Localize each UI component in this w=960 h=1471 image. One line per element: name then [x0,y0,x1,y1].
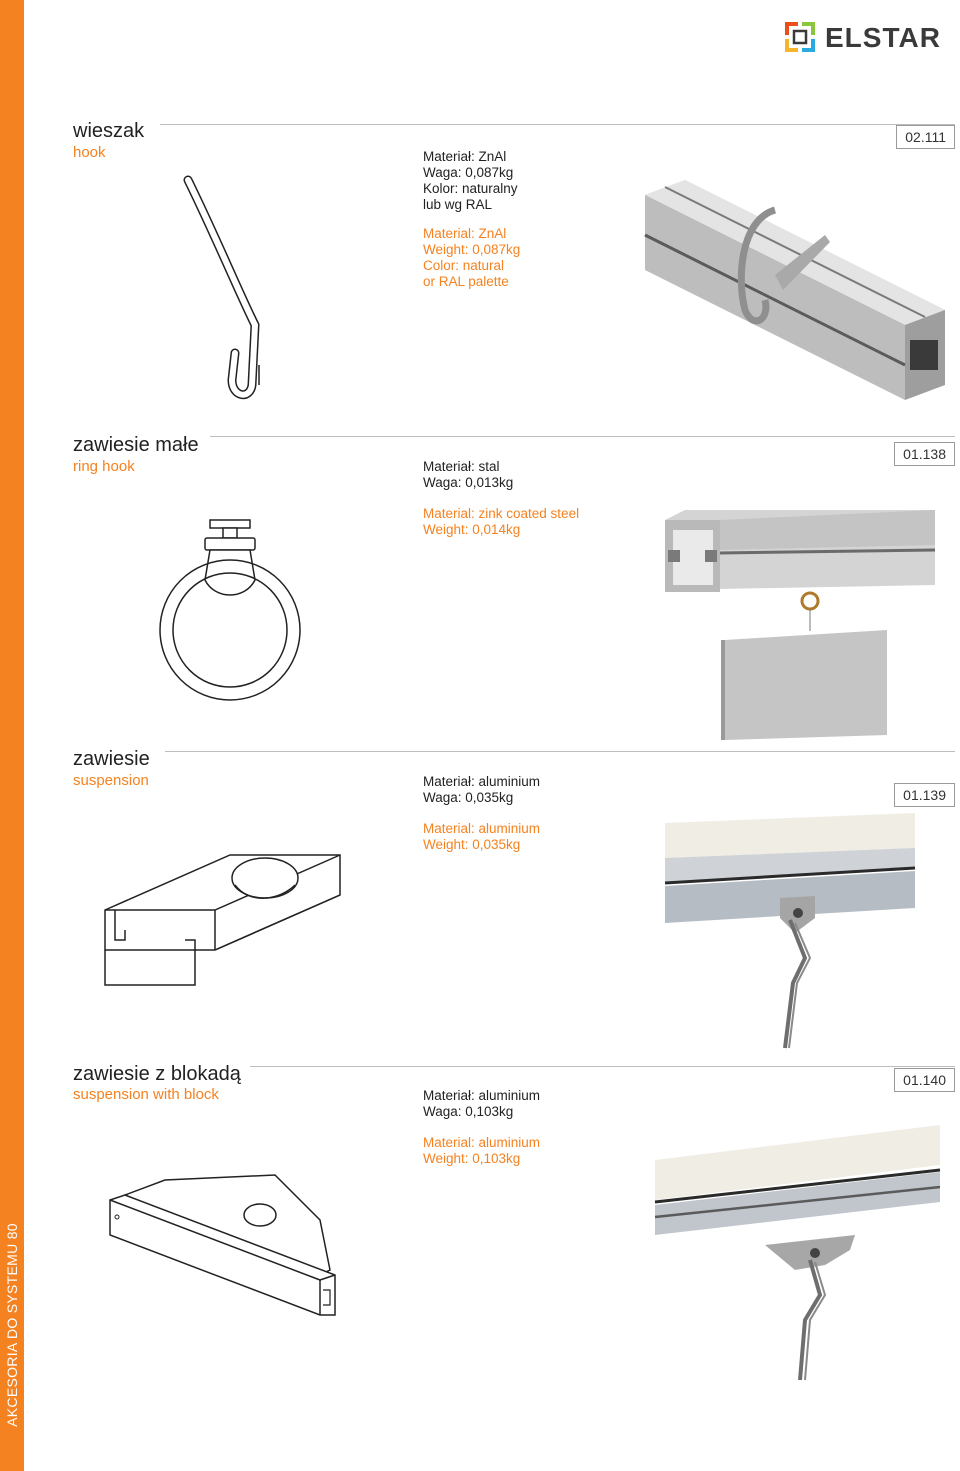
product-code-badge: 01.140 [894,1068,955,1092]
brand-name: ELSTAR [825,22,941,53]
product-name-en: suspension with block [73,1086,219,1103]
suspension-with-block-on-profile-photo-icon [655,1120,945,1380]
product-name-en: hook [73,144,106,161]
sidebar [0,0,24,1471]
section-divider [210,436,955,437]
specs-pl: Materiał: aluminium Waga: 0,103kg [423,1088,541,1119]
specs-en: Material: aluminium Weight: 0,103kg [423,1135,541,1166]
product-code-badge: 01.138 [894,442,955,466]
brand-logo [783,20,958,54]
logo-mark-icon [783,20,817,54]
product-name-pl: zawiesie małe [73,434,199,456]
specs-pl: Materiał: aluminium Waga: 0,035kg [423,774,541,805]
ring-hook-drawing-icon [155,515,315,715]
hook-on-profile-photo-icon [645,180,945,400]
specs-pl: Materiał: ZnAl Waga: 0,087kg Kolor: naturalny lub wg RAL [423,149,518,212]
product-name-pl: zawiesie [73,748,150,770]
product-code-badge: 01.139 [894,783,955,807]
hook-drawing-icon [180,175,320,405]
specs-pl: Materiał: stal Waga: 0,013kg [423,459,514,490]
section-divider [165,751,955,752]
specs-en: Material: aluminium Weight: 0,035kg [423,821,541,852]
section-divider [160,124,955,125]
specs-en: Material: ZnAl Weight: 0,087kg Color: natural or RAL palette [423,226,521,289]
suspension-with-block-drawing-icon [105,1175,345,1325]
ring-hook-on-profile-photo-icon [665,505,945,740]
suspension-on-profile-photo-icon [665,808,960,1048]
specs-en: Material: zink coated steel Weight: 0,014kg [423,506,580,537]
section-divider [250,1066,955,1067]
product-name-en: suspension [73,772,149,789]
suspension-drawing-icon [100,840,360,990]
product-code-badge: 02.111 [896,125,955,149]
product-name-pl: wieszak [73,120,145,142]
product-name-pl: zawiesie z blokadą [73,1063,241,1085]
product-name-en: ring hook [73,458,135,475]
sidebar-label: AKCESORIA DO SYSTEMU 80 [4,1223,20,1427]
